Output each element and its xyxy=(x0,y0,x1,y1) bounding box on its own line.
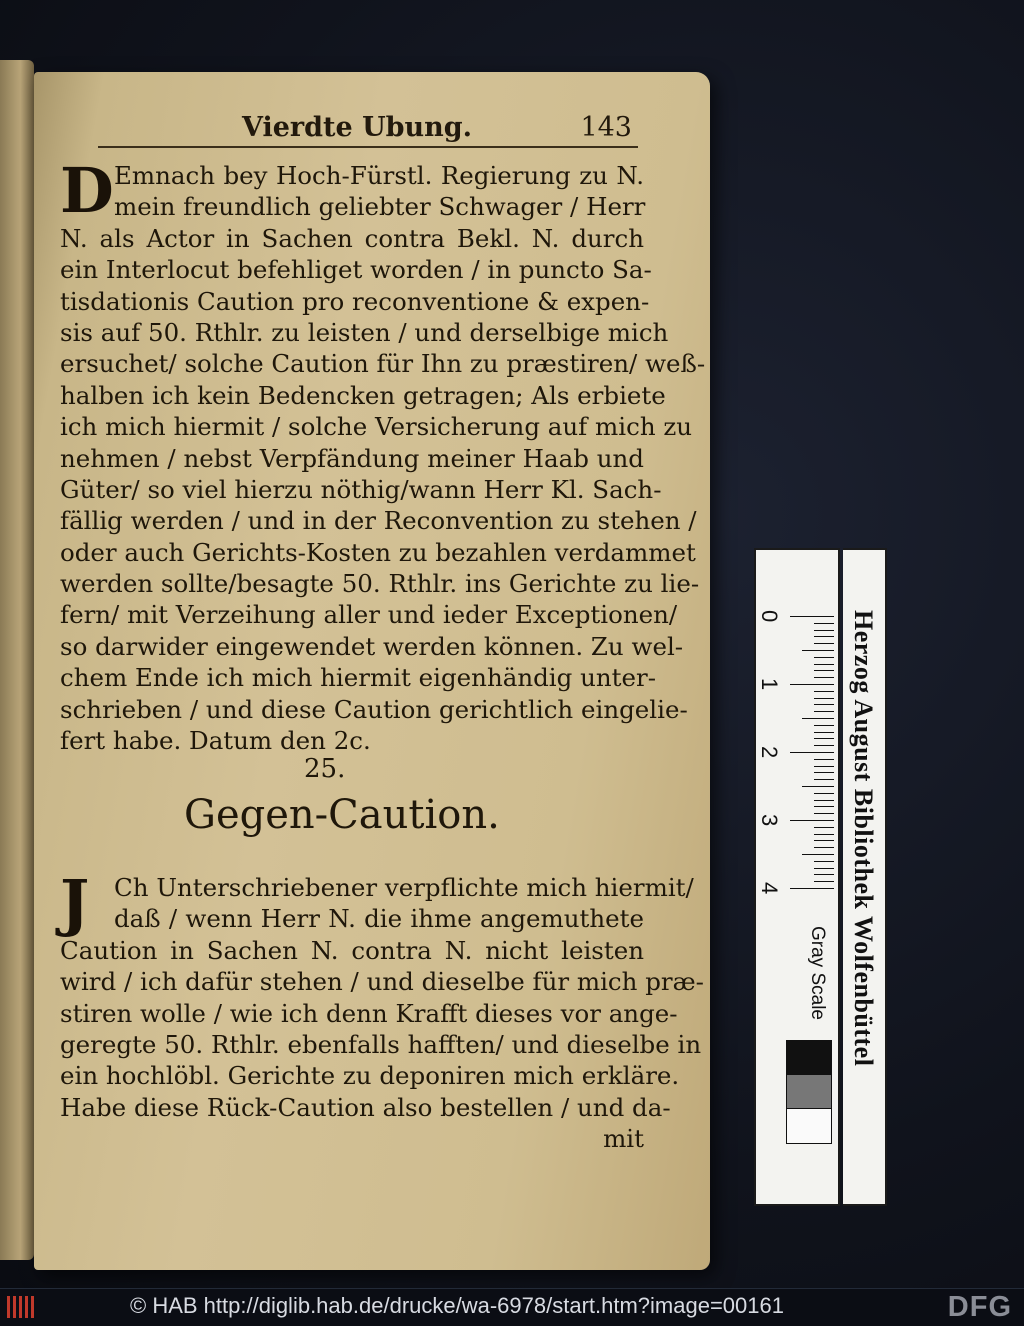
section-number: 25. xyxy=(304,754,346,784)
paragraph-gegen-caution xyxy=(60,866,704,1155)
ruler-tick xyxy=(814,793,834,794)
gray-scale-label: Gray Scale xyxy=(807,926,828,1020)
ruler-tick xyxy=(814,745,834,746)
text-line: ein Interlocut befehliget worden / in puncto Sa- xyxy=(60,255,652,285)
text-line: Güter/ so viel hierzu nöthig/wann Herr Kl. Sach- xyxy=(60,474,662,504)
text-line: so darwider eingewendet werden können. Zu wel- xyxy=(60,631,684,661)
text-line: Habe diese Rück-Caution also bestellen / und da- xyxy=(60,1092,671,1122)
ruler-tick xyxy=(814,643,834,644)
text-line: mit xyxy=(603,1124,644,1154)
ruler-tick xyxy=(814,623,834,624)
ruler-tick xyxy=(814,698,834,699)
ruler-tick xyxy=(814,636,834,637)
running-head xyxy=(98,110,638,148)
ruler-tick xyxy=(814,704,834,705)
ruler-tick xyxy=(814,874,834,875)
ruler-tick xyxy=(814,827,834,828)
ruler-tick xyxy=(790,684,834,685)
ruler-number: 0 xyxy=(757,610,782,623)
previous-page-edge xyxy=(0,60,34,1260)
ruler-number: 1 xyxy=(757,678,782,691)
ruler-tick xyxy=(814,813,834,814)
ruler-tick xyxy=(814,670,834,671)
ruler-tick xyxy=(814,868,834,869)
ruler-tick xyxy=(814,657,834,658)
ruler-tick xyxy=(814,800,834,801)
text-line: Ch Unterschriebener verpflichte mich hiermit/ xyxy=(114,873,694,902)
text-line: N. als Actor in Sachen contra Bekl. N. durch xyxy=(60,223,644,253)
ruler-tick xyxy=(814,691,834,692)
ruler-number: 3 xyxy=(757,814,782,827)
ruler-tick xyxy=(814,772,834,773)
dfg-logo: DFG xyxy=(947,1291,1012,1323)
text-line: fern/ mit Verzeihung aller und ieder Exceptionen/ xyxy=(60,600,678,630)
text-line: fert habe. Datum den 2c. xyxy=(60,726,371,756)
ruler-tick xyxy=(790,888,834,889)
text-line: chem Ende ich mich hiermit eigenhändig unter- xyxy=(60,663,657,693)
text-line: werden sollte/besagte 50. Rthlr. ins Gerichte zu lie- xyxy=(60,569,700,599)
text-line: schrieben / und diese Caution gerichtlich eingelie- xyxy=(60,694,688,724)
ruler-tick xyxy=(814,806,834,807)
gray-patch-mid xyxy=(786,1074,832,1110)
text-line: mein freundlich geliebter Schwager / Herr xyxy=(114,192,646,222)
ruler-tick xyxy=(814,759,834,760)
text-line: tisdationis Caution pro reconventione & expen- xyxy=(60,286,650,316)
text-line: fällig werden / und in der Reconvention zu stehen / xyxy=(60,506,697,536)
ruler-tick xyxy=(790,616,834,617)
ruler-tick xyxy=(802,650,834,651)
ruler-tick xyxy=(814,630,834,631)
text-line: oder auch Gerichts-Kosten zu bezahlen verdammet xyxy=(60,537,696,567)
text-line: Emnach bey Hoch-Fürstl. Regierung zu N. xyxy=(114,161,644,190)
footer-bar xyxy=(0,1288,1024,1326)
drop-capital: J xyxy=(60,866,90,939)
text-line: ein hochlöbl. Gerichte zu deponiren mich erkläre. xyxy=(60,1061,680,1091)
ruler-tick xyxy=(814,766,834,767)
ruler-tick xyxy=(802,786,834,787)
ruler-number: 4 xyxy=(757,882,782,895)
ruler-tick xyxy=(790,820,834,821)
ruler-tick xyxy=(802,718,834,719)
text-line: halben ich kein Bedencken getragen; Als erbiete xyxy=(60,380,666,410)
ruler-tick xyxy=(814,738,834,739)
ruler-tick xyxy=(814,677,834,678)
section-title: Gegen-Caution. xyxy=(184,792,500,838)
ruler-tick xyxy=(814,725,834,726)
text-line: ersuchet/ solche Caution für Ihn zu præstiren/ weß- xyxy=(60,349,706,379)
ruler-tick xyxy=(814,664,834,665)
text-line: nehmen / nebst Verpfändung meiner Haab und xyxy=(60,443,644,473)
copyright-link[interactable]: © HAB http://diglib.hab.de/drucke/wa-6978/start.htm?image=00161 xyxy=(130,1293,784,1318)
text-line: ich mich hiermit / solche Versicherung auf mich zu xyxy=(60,412,693,442)
paragraph-caution xyxy=(60,154,706,756)
text-line: Caution in Sachen N. contra N. nicht leisten xyxy=(60,935,644,965)
ruler-number: 2 xyxy=(757,746,782,759)
text-line: sis auf 50. Rthlr. zu leisten / und derselbige mich xyxy=(60,317,669,347)
text-line: geregte 50. Rthlr. ebenfalls hafften/ und dieselbe in xyxy=(60,1029,702,1059)
gray-patch-black xyxy=(786,1040,832,1076)
library-label: Herzog August Bibliothek Wolfenbüttel xyxy=(849,610,878,1067)
ruler-tick xyxy=(802,854,834,855)
ruler-tick xyxy=(814,881,834,882)
barcode-logo-icon xyxy=(6,1294,40,1320)
drop-capital: D xyxy=(60,154,114,227)
ruler-tick xyxy=(814,840,834,841)
text-line: wird / ich dafür stehen / und dieselbe für mich præ- xyxy=(60,967,704,997)
ruler-tick xyxy=(814,779,834,780)
ruler-tick xyxy=(814,711,834,712)
running-head-title: Vierdte Ubung. xyxy=(242,112,473,143)
text-line: daß / wenn Herr N. die ihme angemuthete xyxy=(114,904,644,934)
ruler-tick xyxy=(814,861,834,862)
text-line: stiren wolle / wie ich denn Krafft dieses vor ange- xyxy=(60,998,678,1028)
gray-patch-white xyxy=(786,1108,832,1144)
ruler-tick xyxy=(790,752,834,753)
ruler-tick xyxy=(814,847,834,848)
ruler-tick xyxy=(814,834,834,835)
ruler-tick xyxy=(814,732,834,733)
page-number: 143 xyxy=(580,112,632,143)
book-page xyxy=(34,72,710,1270)
